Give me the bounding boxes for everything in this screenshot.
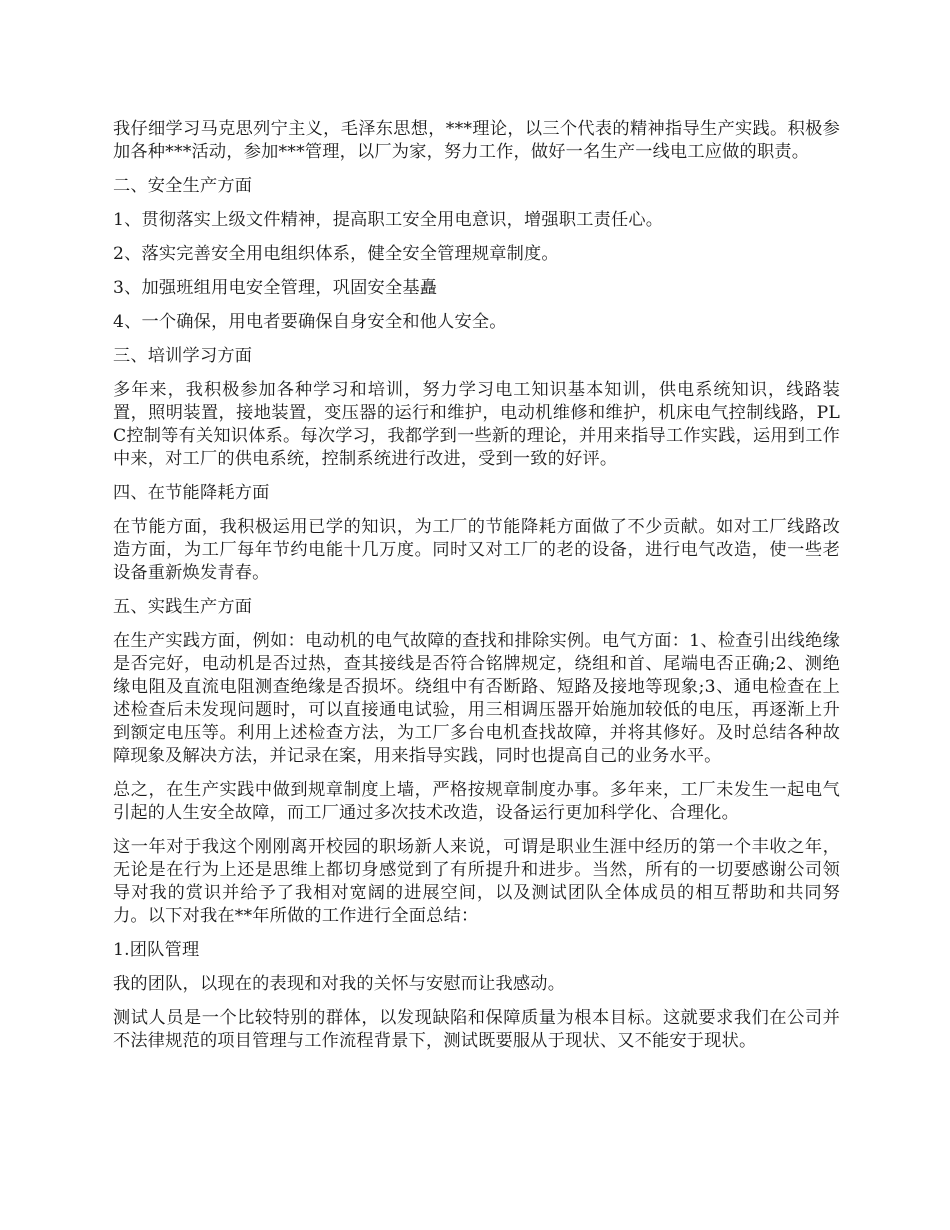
section-heading-training: 三、培训学习方面: [113, 346, 253, 366]
list-item-safety-3: 3、加强班组用电安全管理，巩固安全基矗: [113, 278, 438, 298]
section-heading-team: 1.团队管理: [113, 940, 200, 960]
list-item-safety-4: 4、一个确保，用电者要确保自身安全和他人安全。: [113, 312, 507, 332]
paragraph-year-review: 这一年对于我这个刚刚离开校园的职场新人来说，可谓是职业生涯中经历的第一个丰收之年，无论是在行为上还是思维上都切身感觉到了有所提升和进步。当然，所有的一切要感谢公司领导对我的赏识并给予了我相对宽阔的进展空间，以及测试团队全体成员的相互帮助和共同努力。以下对我在**年所做的工作进行全面总结：: [113, 837, 840, 926]
paragraph-team: 我的团队，以现在的表现和对我的关怀与安慰而让我感动。: [113, 974, 566, 994]
section-heading-practice: 五、实践生产方面: [113, 597, 253, 617]
section-heading-energy: 四、在节能降耗方面: [113, 483, 270, 503]
paragraph-intro: 我仔细学习马克思列宁主义，毛泽东思想，***理论，以三个代表的精神指导生产实践。积极参加各种***活动，参加***管理，以厂为家，努力工作，做好一名生产一线电工应做的职责。: [113, 119, 840, 162]
section-heading-safety: 二、安全生产方面: [113, 176, 253, 196]
paragraph-energy: 在节能方面，我积极运用已学的知识，为工厂的节能降耗方面做了不少贡献。如对工厂线路改造方面，为工厂每年节约电能十几万度。同时又对工厂的老的设备，进行电气改造，使一些老设备重新焕发青春。: [113, 517, 840, 583]
paragraph-testers: 测试人员是一个比较特别的群体，以发现缺陷和保障质量为根本目标。这就要求我们在公司并不法律规范的项目管理与工作流程背景下，测试既要服从于现状、又不能安于现状。: [113, 1008, 840, 1051]
list-item-safety-1: 1、贯彻落实上级文件精神，提高职工安全用电意识，增强职工责任心。: [113, 210, 664, 230]
document-page: [113, 118, 840, 1064]
list-item-safety-2: 2、落实完善安全用电组织体系，健全安全管理规章制度。: [113, 244, 559, 264]
paragraph-summary: 总之，在生产实践中做到规章制度上墙，严格按规章制度办事。多年来，工厂未发生一起电气引起的人生安全故障，而工厂通过多次技术改造，设备运行更加科学化、合理化。: [113, 780, 840, 823]
paragraph-training: 多年来，我积极参加各种学习和培训，努力学习电工知识基本知训，供电系统知识，线路装置，照明装置，接地装置，变压器的运行和维护，电动机维修和维护，机床电气控制线路，PLC控制等有关知识体系。每次学习，我都学到一些新的理论，并用来指导工作实践，运用到工作中来，对工厂的供电系统，控制系统进行改进，受到一致的好评。: [113, 380, 840, 469]
paragraph-practice: 在生产实践方面，例如：电动机的电气故障的查找和排除实例。电气方面：1、检查引出线绝缘是否完好，电动机是否过热，查其接线是否符合铭牌规定，绕组和首、尾端电否正确;2、测绝缘电阻及直流电阻测查绝缘是否损坏。绕组中有否断路、短路及接地等现象;3、通电检查在上述检查后未发现问题时，可以直接通电试验，用三相调压器开始施加较低的电压，再逐渐上升到额定电压等。利用上述检查方法，为工厂多台电机查找故障，并将其修好。及时总结各种故障现象及解决方法，并记录在案，用来指导实践，同时也提高自己的业务水平。: [113, 631, 840, 766]
